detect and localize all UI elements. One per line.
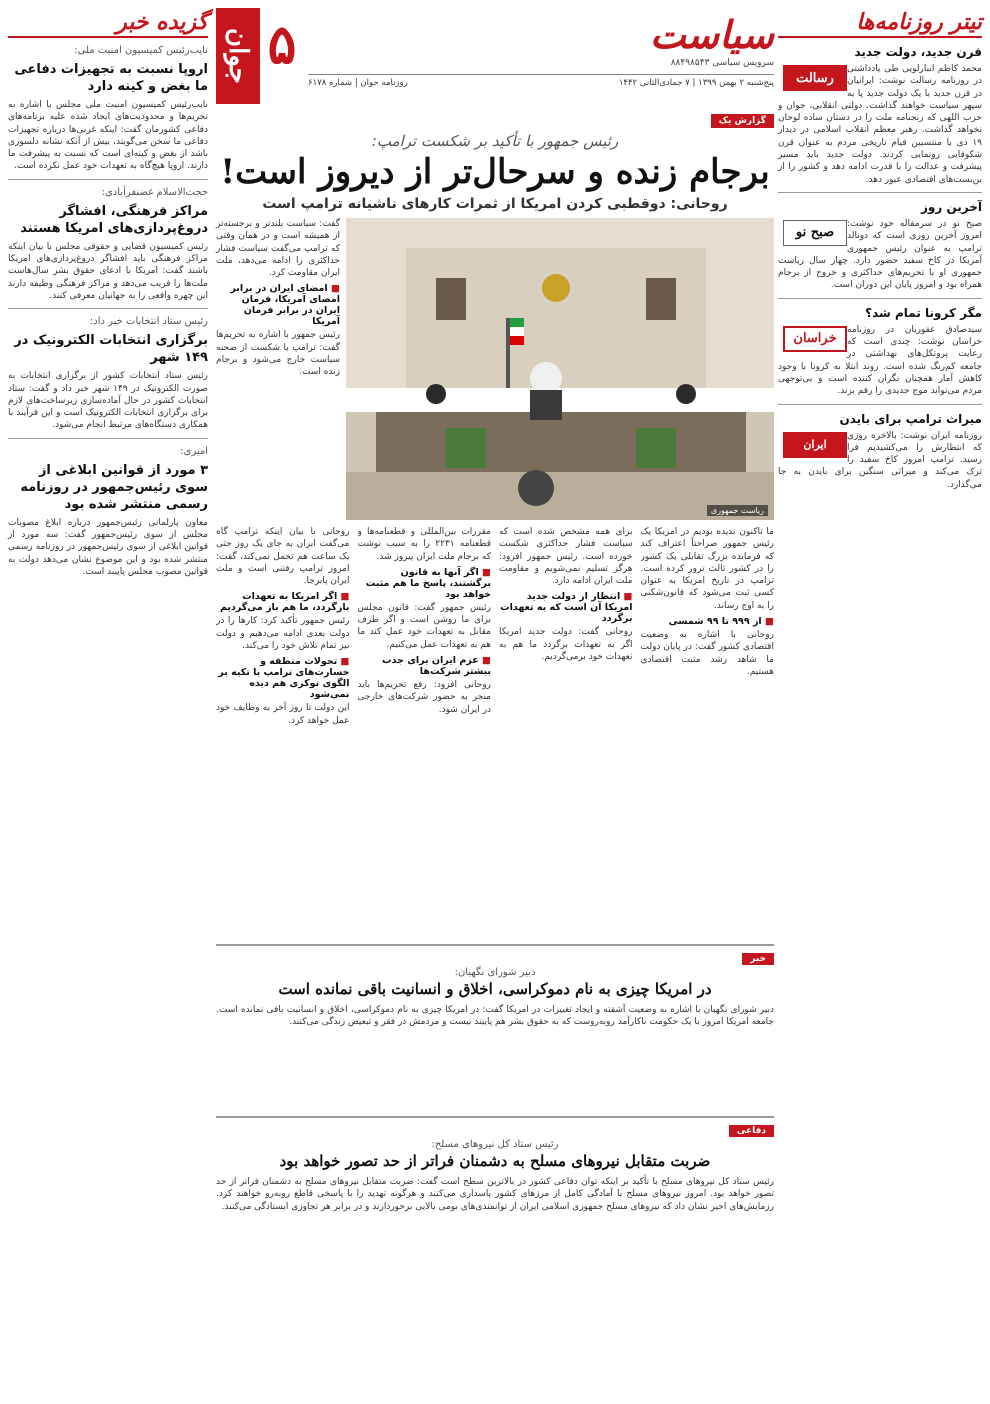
lead-body-columns: [216, 526, 774, 936]
resalat-logo: رسالت: [783, 65, 847, 91]
center-column: [216, 8, 774, 1396]
lead-body-column: [216, 526, 350, 936]
lead-body-column: [499, 526, 633, 936]
divider: [778, 404, 982, 405]
column-subhead: ■ عزم ایران برای جذب بیشتر شرکت‌ها: [358, 655, 492, 677]
right-section-title: تیتر روزنامه‌ها: [856, 9, 982, 35]
report-tag: گزارش یک: [711, 114, 774, 128]
headline-item-title: آخرین روز: [921, 199, 982, 214]
sobhe-no-logo: صبح نو: [783, 220, 847, 246]
news-box-guardian-council: [216, 944, 774, 1094]
column-text: روحانی گفت: دولت جدید امریکا اگر به تعهدات برگردد ما هم به تعهدات خود برمی‌گردیم.: [499, 627, 633, 663]
brief-item: [8, 445, 208, 578]
brief-item: [8, 315, 208, 431]
lead-subhead: ■ امضای ایران در برابر امضای آمریکا، فرمان ایران در برابر فرمان آمریکا: [216, 283, 340, 327]
column-text: ما تاکنون ندیده بودیم در امریکا یک رئیس جمهور صراحتاً اعتراف کند که فرمانده بزرگ تقابلی یک کشور را در کشور ثالث ترور کرده است. ترامپ در تاریخ امریکا به عنوان کسی ثبت می‌شود که قانون‌شکنی را به اوج رساند.: [640, 527, 774, 611]
meeting-photo-illustration: [346, 218, 774, 520]
brief-text: رئیس کمیسیون قضایی و حقوقی مجلس با بیان اینکه مراکز فرهنگی باید افشاگر دروغ‌پردازی‌های امریکا باشند گفت: امریکا با ادعای حقوق بشر سال‌هاست ملت‌ها را فریب می‌دهد و مراکز فرهنگی وظیفه دارند این چهره واقعی را به جهانیان معرفی کنند.: [8, 241, 208, 301]
column-subhead: ■ تحولات منطقه و خسارت‌های ترامپ با تکیه بر الگوی نوکری هم دیده نمی‌شود: [216, 656, 350, 700]
brief-title: ۳ مورد از قوانین ابلاغی از سوی رئیس‌جمهور در روزنامه رسمی منتشر شده بود: [20, 462, 208, 512]
column-text: رئیس جمهور تأکید کرد: کارها را در دولت بعدی ادامه می‌دهیم و دولت نیز تمام تلاش خود را می‌کند.: [216, 616, 350, 652]
brief-text: نایب‌رئیس کمیسیون امنیت ملی مجلس با اشاره به تحریم‌ها و محدودیت‌های ایجاد شده علیه برنامه‌های دفاعی کشورمان گفت: اینکه غربی‌ها درباره تجهیزات دفاعی ما سخن می‌گویند، بیش از آنکه نشانه دلسوزی باشد از بغض و کینه‌ای است که نسبت به پیشرفت ما دارند. اروپا هیچ‌گاه به تعهدات خود عمل نکرده است.: [8, 100, 208, 172]
brief-kicker: نایب‌رئیس کمیسیون امنیت ملی:: [74, 45, 208, 56]
masthead: [216, 8, 774, 104]
brief-title: مراکز فرهنگی، افشاگر دروغ‌پردازی‌های امریکا هستند: [20, 203, 208, 236]
masthead-info-bar: [308, 74, 774, 88]
brief-kicker: امیری:: [180, 445, 208, 457]
column-text: روحانی با بیان اینکه ترامپ گاه می‌گفت ایران به جای یک روز حتی یک ساعت هم تحمل نمی‌کند، گفت: امروز ترامپ رفتنی است و ملت ایران پابرجا.: [216, 527, 350, 587]
news-text: دبیر شورای نگهبان با اشاره به وضعیت آشفته و ایجاد تغییرات در امریکا گفت: در امریکا چیزی به نام دموکراسی، اخلاق و انسانیت باقی نمانده است. جامعه امریکا امروز با یک حکومت ناکارآمد روبه‌روست که به حقوق بشر هم پایبند نیست و مردمش در فقر و تبعیض زندگی می‌کنند.: [216, 1005, 774, 1028]
headline-item: [778, 411, 982, 491]
column-subhead: ■ اگر آنها به قانون برگشتند، پاسخ ما هم مثبت خواهد بود: [358, 567, 492, 600]
divider: [8, 308, 208, 309]
divider: [778, 298, 982, 299]
column-text: روحانی با اشاره به وضعیت اقتصادی کشور گفت: در پایان دولت ما شاهد رشد مثبت اقتصادی هستیم.: [640, 630, 774, 677]
column-subhead: ■ اگر امریکا به تعهدات بازگردد، ما هم باز می‌گردیم: [216, 591, 350, 613]
divider: [8, 179, 208, 180]
iran-logo: ایران: [783, 432, 847, 458]
brief-text: معاون پارلمانی رئیس‌جمهور درباره ابلاغ مصوبات مجلس از سوی رئیس‌جمهور گفت: سه مورد از قوانین ابلاغی از سوی رئیس‌جمهور در روزنامه رسمی منتشر شده بود و این موضوع نشان می‌دهد دولت به قوانین مصوب مجلس پایبند است.: [8, 517, 208, 577]
lead-intro-column: [216, 218, 340, 520]
column-subhead: ■ از ۹۹۹ تا ۹۹ شمسی: [641, 616, 775, 627]
headline-item-text: محمد کاظم انبارلویی طی یادداشتی در روزنامه رسالت نوشت: ایرانیان در قرن جدید با یک دولت جدید پا به سپهر سیاست خواهند گذاشت. دولتی انقلابی، جوان و حزب اللهی که رنجنامه ملت را در دستان ساده لوحان نخواهد گذاشت. رهبر معظم انقلاب اسلامی در دیدار ۱۹ دی با منتسبین قیام تاریخی مردم به عنوان قرن شکوفایی رونمایی کردند. دولت جدید باید مسیر پیشرفت و عدالت را با قدرت ادامه دهد و کشور را از بن‌بست‌های اقتصادی عبور دهد.: [778, 64, 982, 185]
brief-kicker: حجت‌الاسلام غضنفرآبادی:: [101, 186, 208, 198]
lead-supertitle: رئیس جمهور با تأکید بر شکست ترامپ:: [371, 132, 619, 150]
headline-item-text: صبح نو در سرمقاله خود نوشت: امروز آخرین روزی است که دونالد ترامپ به عنوان رئیس جمهوری آمریکا در کاخ سفید حضور دارد. چهار سال ریاست جمهوری او با تحریم‌های حداکثری و خروج از برجام همراه بود و امروز پایان این دوران است.: [778, 218, 982, 291]
news-kicker: رئیس ستاد کل نیروهای مسلح:: [431, 1139, 559, 1150]
divider: [778, 192, 982, 193]
brief-kicker: رئیس ستاد انتخابات خبر داد:: [89, 316, 208, 328]
news-box-armed-forces: [216, 1116, 774, 1396]
lead-body-column: [358, 526, 492, 936]
lead-intro-text: گفت: سیاست بلندتر و برجسته‌تر از همیشه است و در همان وقتی که ترامپ می‌گفت سیاست فشار حداکثری را ادامه می‌دهد، ملت ایران مقاومت کرد.: [216, 219, 340, 279]
column-text: مقررات بین‌المللی و قطعنامه‌ها و قطعنامه ۲۲۳۱ را به سبب نوشت که برجام ملت ایران پیروز شد.: [357, 527, 491, 562]
lead-subtitle: روحانی: دوقطبی کردن امریکا از ثمرات کارهای ناشیانه ترامپ است: [262, 196, 728, 212]
newspaper-logo: جوان: [216, 8, 260, 104]
issue-line: روزنامه جوان | شماره ۶۱۷۸: [308, 77, 408, 88]
lead-title: برجام زنده و سرحال‌تر از دیروز است!: [220, 152, 770, 192]
khorasan-logo: خراسان: [783, 326, 847, 352]
column-text: این دولت تا روز آخر به وظایف خود عمل خواهد کرد.: [216, 703, 350, 726]
news-text: رئیس ستاد کل نیروهای مسلح با تأکید بر اینکه توان دفاعی کشور در بالاترین سطح است گفت: ضربت متقابل نیروهای مسلح به دشمنان فراتر از حد تصور خواهد بود. امروز نیروهای مسلح با آمادگی کامل از مرزهای کشور پاسداری می‌کنند و هرگونه تهدید را با پاسخی قاطع روبه‌رو خواهند کرد. رزمایش‌های اخیر نشان داد که نیروهای مسلح جمهوری اسلامی ایران از توانمندی‌های بومی بالایی برخوردارند و در برابر هر تجاوزی ایستادگی می‌کنند.: [216, 1177, 774, 1212]
news-tag: خبر: [742, 953, 774, 965]
news-tag: دفاعی: [729, 1125, 774, 1137]
headline-item-text: روزنامه ایران نوشت: بالاخره روزی که انتظارش را می‌کشیدیم فرا رسید. ترامپ امروز کاخ سفید را ترک می‌کند و میراثی سنگین برای بایدن به جا می‌گذارد.: [778, 430, 982, 490]
column-text: رئیس جمهور گفت: قانون مجلس برای ما روشن است و اگر طرف مقابل به تعهدات خود عمل کند ما هم به تعهدات عمل می‌کنیم.: [357, 602, 491, 650]
photo-caption: ریاست جمهوری: [707, 505, 768, 516]
right-column: [778, 8, 982, 1396]
brief-text: رئیس ستاد انتخابات کشور از برگزاری انتخابات به صورت الکترونیک در ۱۴۹ شهر خبر داد و گفت: ستاد انتخابات کشور در حال آماده‌سازی زیرساخت‌های لازم برای برگزاری انتخابات الکترونیک است و این فرآیند با همکاری دستگاه‌های مرتبط انجام می‌شود.: [8, 371, 208, 431]
news-title: ضربت متقابل نیروهای مسلح به دشمنان فراتر از حد تصور خواهد بود: [279, 1152, 711, 1170]
service-line: سرویس سیاسی ۸۸۴۹۸۵۴۳: [670, 58, 774, 68]
headline-item-title: مگر کرونا تمام شد؟: [865, 305, 982, 320]
section-banner: [474, 12, 774, 68]
right-section-header: [778, 8, 982, 38]
lead-body-column: [641, 526, 775, 936]
brief-item: [8, 186, 208, 302]
date-line: پنج‌شنبه ۲ بهمن ۱۳۹۹ | ۷ جمادی‌الثانی ۱۴۴۲: [618, 77, 774, 88]
left-column: [8, 8, 208, 1396]
headline-item-title: میراث ترامپ برای بایدن: [839, 411, 982, 426]
page-number: ۵: [267, 12, 297, 76]
news-kicker: دبیر شورای نگهبان:: [454, 967, 536, 978]
lead-intro-text-2: رئیس جمهور با اشاره به تحریم‌ها گفت: ترامپ با شکست از صحنه سیاست خارج می‌شود و برجام زنده است.: [216, 330, 340, 378]
brief-item: [8, 44, 208, 173]
column-text: برای همه مشخص شده است که سیاست فشار حداکثری شکست خورده است. رئیس جمهور افزود: هرگز تسلیم نمی‌شویم و مقاومت ملت ایران ادامه دارد.: [499, 527, 633, 587]
column-subhead: ■ انتظار از دولت جدید امریکا آن است که به تعهدات برگردد: [499, 591, 633, 624]
section-name: سیاست: [649, 12, 774, 57]
brief-title: اروپا نسبت به تجهیزات دفاعی ما بغض و کینه دارد: [14, 62, 208, 94]
lead-photo: [346, 218, 774, 520]
headline-item-text: سیدصادق غفوریان در روزنامه خراسان نوشت: چندی است که رعایت پروتکل‌های بهداشتی در جامعه کم‌رنگ شده است. روند ابتلا به کرونا با وجود کاهش آمار همچنان نگران کننده است و بی‌توجهی مردم می‌تواند موج جدیدی را رقم بزند.: [778, 324, 982, 397]
column-text: روحانی افزود: رفع تحریم‌ها باید منجر به حضور شرکت‌های خارجی در ایران شود.: [357, 680, 491, 715]
headline-item-title: قرن جدید، دولت جدید: [854, 45, 982, 59]
left-section-header: [8, 8, 208, 38]
brief-title: برگزاری انتخابات الکترونیک در ۱۴۹ شهر: [14, 333, 208, 366]
headline-item: [778, 305, 982, 398]
headline-item: [778, 44, 982, 186]
divider: [8, 438, 208, 439]
left-section-title: گزیده خبر: [116, 9, 208, 35]
news-title: در امریکا چیزی به نام دموکراسی، اخلاق و انسانیت باقی نمانده است: [278, 980, 712, 998]
headline-item: [778, 199, 982, 292]
